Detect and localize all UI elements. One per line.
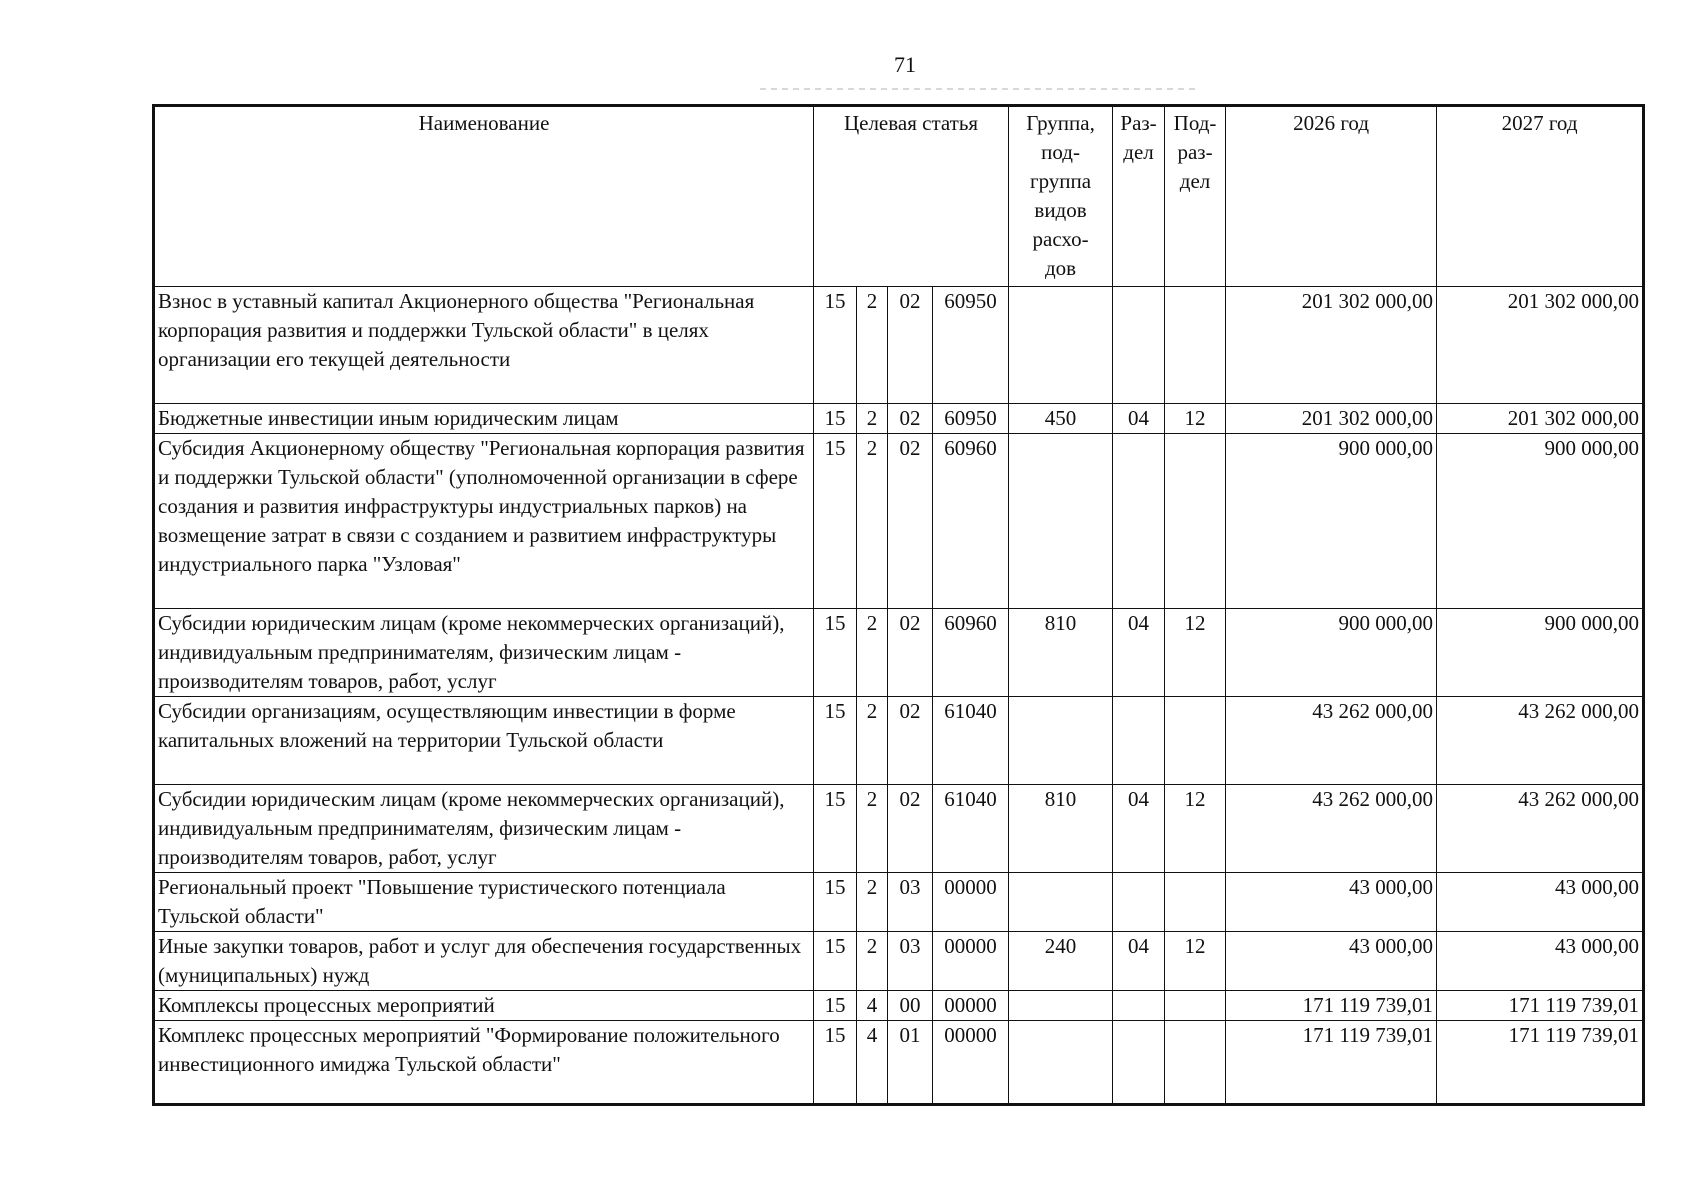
- cell-code-3: 02: [888, 609, 933, 697]
- table-row: [154, 697, 1644, 785]
- cell-code-4: 60950: [933, 287, 1009, 404]
- cell-code-4: 61040: [933, 785, 1009, 873]
- cell-code-1: 15: [814, 434, 857, 609]
- scan-artifact-line: [760, 88, 1200, 90]
- cell-subsection: [1165, 873, 1226, 932]
- cell-name: Комплексы процессных мероприятий: [154, 991, 814, 1021]
- cell-name: Региональный проект "Повышение туристического потенциала Тульской области": [154, 873, 814, 932]
- cell-subsection: 12: [1165, 932, 1226, 991]
- cell-section: [1113, 287, 1165, 404]
- cell-2026: 43 262 000,00: [1226, 697, 1437, 785]
- cell-section: 04: [1113, 609, 1165, 697]
- cell-subsection: 12: [1165, 785, 1226, 873]
- cell-code-3: 02: [888, 785, 933, 873]
- cell-code-1: 15: [814, 1021, 857, 1105]
- table-row: [154, 932, 1644, 991]
- cell-code-2: 2: [857, 785, 888, 873]
- cell-name: Взнос в уставный капитал Акционерного общества "Региональная корпорация развития и поддержки Тульской области" в целях организации его текущей деятельности: [154, 287, 814, 404]
- cell-2027: 43 000,00: [1437, 873, 1644, 932]
- cell-name: Комплекс процессных мероприятий "Формирование положительного инвестиционного имиджа Тульской области": [154, 1021, 814, 1105]
- cell-2026: 201 302 000,00: [1226, 287, 1437, 404]
- cell-code-2: 2: [857, 434, 888, 609]
- header-subsection: Под- раз- дел: [1165, 106, 1226, 287]
- cell-code-4: 60960: [933, 434, 1009, 609]
- cell-2026: 201 302 000,00: [1226, 404, 1437, 434]
- cell-code-3: 02: [888, 287, 933, 404]
- cell-section: [1113, 1021, 1165, 1105]
- cell-subsection: [1165, 697, 1226, 785]
- cell-code-2: 2: [857, 697, 888, 785]
- cell-code-1: 15: [814, 404, 857, 434]
- header-section: Раз- дел: [1113, 106, 1165, 287]
- table-row: [154, 434, 1644, 609]
- cell-section: [1113, 434, 1165, 609]
- cell-subsection: 12: [1165, 404, 1226, 434]
- cell-group: 450: [1009, 404, 1113, 434]
- cell-2026: 171 119 739,01: [1226, 991, 1437, 1021]
- cell-2027: 43 000,00: [1437, 932, 1644, 991]
- cell-code-1: 15: [814, 609, 857, 697]
- cell-code-2: 2: [857, 404, 888, 434]
- header-name: Наименование: [154, 106, 814, 287]
- cell-code-1: 15: [814, 932, 857, 991]
- cell-code-2: 2: [857, 287, 888, 404]
- table-row: [154, 785, 1644, 873]
- table-row: [154, 287, 1644, 404]
- budget-table: [152, 104, 1645, 1106]
- cell-group: [1009, 873, 1113, 932]
- cell-subsection: [1165, 1021, 1226, 1105]
- cell-code-3: 02: [888, 404, 933, 434]
- cell-name: Субсидия Акционерному обществу "Региональная корпорация развития и поддержки Тульской области" (уполномоченной организации в сфере создания и развития инфраструктуры индустриальных парков) на возмещение затрат в связи с созданием и развитием инфраструктуры индустриального парка "Узловая": [154, 434, 814, 609]
- cell-section: 04: [1113, 932, 1165, 991]
- cell-code-4: 60950: [933, 404, 1009, 434]
- header-target-article: Целевая статья: [814, 106, 1009, 287]
- cell-code-4: 61040: [933, 697, 1009, 785]
- table-row: [154, 404, 1644, 434]
- cell-code-4: 60960: [933, 609, 1009, 697]
- header-year-2026: 2026 год: [1226, 106, 1437, 287]
- table-row: [154, 609, 1644, 697]
- cell-2026: 43 262 000,00: [1226, 785, 1437, 873]
- cell-2026: 900 000,00: [1226, 609, 1437, 697]
- cell-name: Субсидии юридическим лицам (кроме некоммерческих организаций), индивидуальным предпринимателям, физическим лицам - производителям товаров, работ, услуг: [154, 609, 814, 697]
- cell-2027: 43 262 000,00: [1437, 785, 1644, 873]
- cell-2027: 171 119 739,01: [1437, 991, 1644, 1021]
- cell-2027: 900 000,00: [1437, 434, 1644, 609]
- cell-group: 810: [1009, 609, 1113, 697]
- cell-code-2: 2: [857, 873, 888, 932]
- cell-code-3: 02: [888, 434, 933, 609]
- cell-2027: 201 302 000,00: [1437, 404, 1644, 434]
- cell-code-3: 00: [888, 991, 933, 1021]
- header-year-2027: 2027 год: [1437, 106, 1644, 287]
- cell-name: Субсидии юридическим лицам (кроме некоммерческих организаций), индивидуальным предпринимателям, физическим лицам - производителям товаров, работ, услуг: [154, 785, 814, 873]
- cell-code-1: 15: [814, 287, 857, 404]
- cell-subsection: [1165, 991, 1226, 1021]
- cell-code-3: 03: [888, 932, 933, 991]
- cell-code-1: 15: [814, 991, 857, 1021]
- cell-group: [1009, 287, 1113, 404]
- page-number: 71: [894, 52, 916, 77]
- cell-section: [1113, 873, 1165, 932]
- cell-code-2: 2: [857, 609, 888, 697]
- cell-code-1: 15: [814, 697, 857, 785]
- table-row: [154, 1021, 1644, 1105]
- cell-name: Субсидии организациям, осуществляющим инвестиции в форме капитальных вложений на территории Тульской области: [154, 697, 814, 785]
- table-header: [154, 106, 1644, 287]
- header-group: Группа, под- группа видов расхо- дов: [1009, 106, 1113, 287]
- cell-group: [1009, 434, 1113, 609]
- cell-code-2: 2: [857, 932, 888, 991]
- cell-2026: 43 000,00: [1226, 873, 1437, 932]
- cell-code-2: 4: [857, 991, 888, 1021]
- cell-code-3: 01: [888, 1021, 933, 1105]
- cell-subsection: [1165, 434, 1226, 609]
- cell-section: 04: [1113, 404, 1165, 434]
- cell-2026: 43 000,00: [1226, 932, 1437, 991]
- table-row: [154, 873, 1644, 932]
- cell-2027: 201 302 000,00: [1437, 287, 1644, 404]
- cell-code-4: 00000: [933, 873, 1009, 932]
- cell-group: 810: [1009, 785, 1113, 873]
- cell-subsection: [1165, 287, 1226, 404]
- cell-code-4: 00000: [933, 991, 1009, 1021]
- cell-2027: 900 000,00: [1437, 609, 1644, 697]
- cell-code-2: 4: [857, 1021, 888, 1105]
- cell-code-4: 00000: [933, 932, 1009, 991]
- cell-group: [1009, 991, 1113, 1021]
- cell-section: 04: [1113, 785, 1165, 873]
- cell-section: [1113, 991, 1165, 1021]
- cell-section: [1113, 697, 1165, 785]
- cell-2027: 43 262 000,00: [1437, 697, 1644, 785]
- cell-code-1: 15: [814, 873, 857, 932]
- cell-group: [1009, 697, 1113, 785]
- cell-2027: 171 119 739,01: [1437, 1021, 1644, 1105]
- cell-name: Бюджетные инвестиции иным юридическим лицам: [154, 404, 814, 434]
- cell-subsection: 12: [1165, 609, 1226, 697]
- cell-code-4: 00000: [933, 1021, 1009, 1105]
- cell-2026: 171 119 739,01: [1226, 1021, 1437, 1105]
- cell-group: [1009, 1021, 1113, 1105]
- cell-code-1: 15: [814, 785, 857, 873]
- cell-name: Иные закупки товаров, работ и услуг для обеспечения государственных (муниципальных) нужд: [154, 932, 814, 991]
- cell-2026: 900 000,00: [1226, 434, 1437, 609]
- cell-group: 240: [1009, 932, 1113, 991]
- table-row: [154, 991, 1644, 1021]
- cell-code-3: 03: [888, 873, 933, 932]
- cell-code-3: 02: [888, 697, 933, 785]
